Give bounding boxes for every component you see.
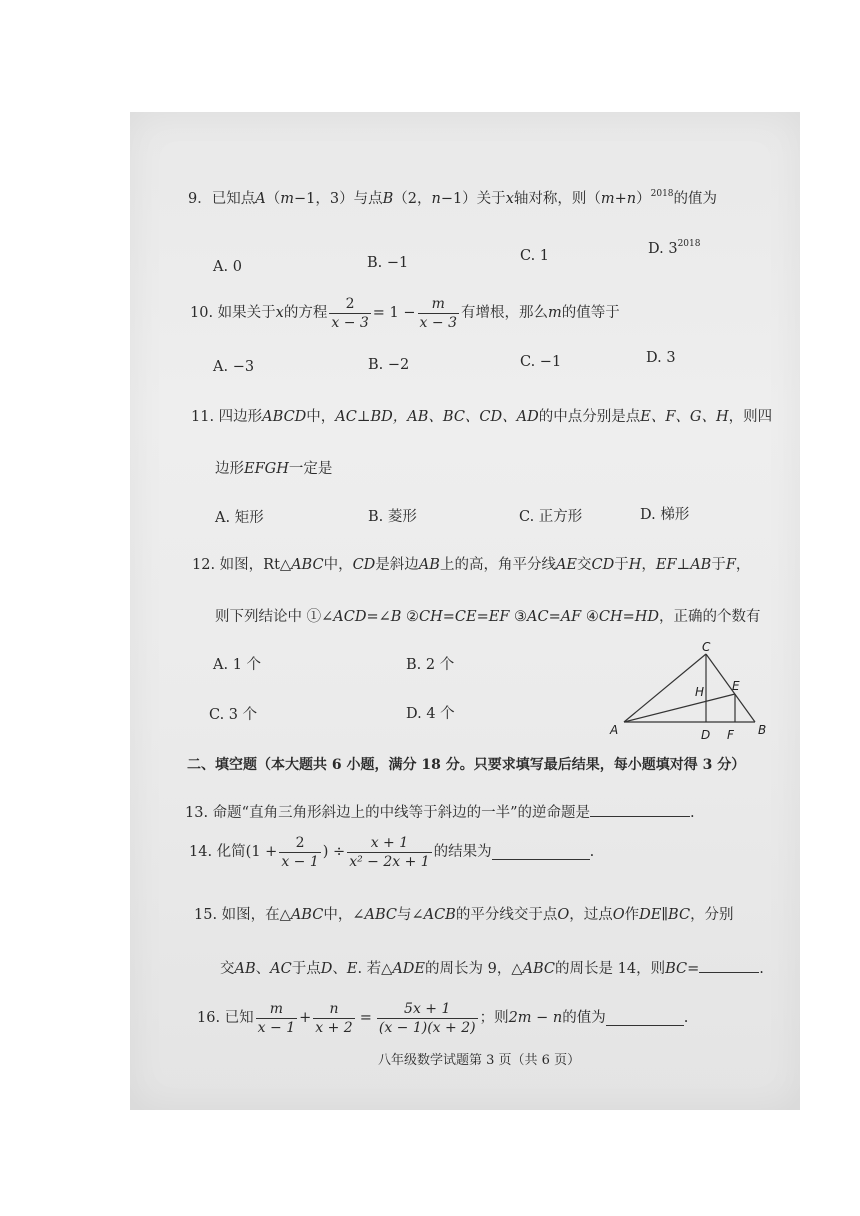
q10-text: 有增根，那么 [460,305,548,322]
q11-option-d: D. 梯形 [640,507,690,523]
q16-fraction-1 [256,1002,297,1035]
q15-text: ，过点 [569,907,613,923]
q11-points: E、F、G、H [640,409,729,425]
q12-text: ，正确的个数有 [659,609,761,625]
q10-option-d: D. 3 [646,350,676,366]
q12-text: 交 [577,557,592,573]
q12-text: 中， [323,557,353,573]
q15-e: E [346,961,358,977]
question-14 [189,836,594,869]
q14-f1-den: x − 1 [281,854,319,870]
q12-cd: CD [352,557,376,573]
q11-option-a: A. 矩形 [215,510,264,526]
question-11-line-2 [215,462,332,477]
q9-text: （ [265,191,281,207]
q12-h: H [628,557,642,573]
q12-text: ， [735,557,751,573]
q12-text: 于 [711,557,726,573]
q11-segments: AC⊥BD，AB、BC、CD、AD [335,409,539,425]
q15-text: ，分别 [690,907,734,923]
q15-text: 中， [323,907,353,923]
q16-f2-num: n [329,1001,339,1017]
q15-abc: ABC [290,907,324,923]
q15-end: . [759,961,764,977]
q9-option-d-base: D. 3 [648,241,678,257]
triangle-figure [600,638,780,743]
q16-answer-blank[interactable] [606,1011,684,1026]
question-15-line-1 [194,908,734,923]
q14-open: (1 + [245,844,278,861]
q10-var-x: x [275,305,284,322]
q14-f2-den: x² − 2x + 1 [349,854,430,870]
q15-angle-abc: ∠ABC [352,907,397,923]
question-16 [197,1002,688,1035]
q9-text: 轴对称，则（ [513,191,601,207]
q15-text: 、 [332,961,347,977]
q16-plus: + [299,1010,312,1027]
q15-abc: ABC [522,961,556,977]
q15-text: 的周长为 9，△ [425,961,523,977]
q15-de-parallel-bc: DE∥BC [639,907,691,923]
q9-text: ） [636,191,651,207]
q10-text: 的方程 [283,305,328,322]
q16-equals: = [359,1010,372,1027]
q9-text: （2， [393,191,432,207]
q15-text: 的平分线交于点 [455,907,558,923]
q9-var-n: n [431,191,441,207]
q16-text: ；则 [479,1010,509,1027]
q9-text: −1）关于 [440,191,506,207]
q11-text: 边形 [215,461,244,477]
label-e: E [732,679,740,693]
q10-option-c: C. −1 [520,354,562,370]
q15-text: 作 [624,907,640,923]
q14-f2-num: x + 1 [370,835,409,851]
q11-text: 的中点分别是点 [538,409,641,425]
q10-f1-den: x − 3 [331,315,369,331]
q16-fraction-2 [313,1002,354,1035]
q15-bc: BC [665,961,688,977]
q12-option-d: D. 4 个 [406,706,455,722]
q11-text: 一定是 [288,461,333,477]
q12-text: 则下列结论中 ① [215,609,322,625]
q11-abcd: ABCD [262,409,307,425]
q14-text: 的结果为 [433,844,492,861]
q11-text: ，则四 [728,409,773,425]
q10-f1-num: 2 [345,296,355,312]
q15-answer-blank[interactable] [699,972,759,973]
q14-f1-num: 2 [295,835,305,851]
q12-text: ， [641,557,656,573]
q11-option-b: B. 菱形 [368,509,417,525]
q9-sum: m+n [600,191,637,207]
label-a: A [610,723,619,737]
q11-text: 11. 四边形 [191,409,263,425]
q14-fraction-1 [279,836,320,869]
q11-efgh: EFGH [244,461,289,477]
label-f: F [727,728,734,742]
q12-text: 于 [614,557,629,573]
q9-text: 9．已知点 [188,191,256,207]
q10-f2-den: x − 3 [419,315,457,331]
q14-close: ) ÷ [322,844,346,861]
q10-fraction-1 [329,297,370,330]
q15-o: O [557,907,570,923]
question-12-line-2 [215,610,761,625]
q10-equals: = 1 − [372,305,416,322]
q9-option-c: C. 1 [520,248,550,264]
question-13 [185,806,695,821]
q12-claim-2: CH=CE=EF [419,609,510,625]
label-c: C [702,640,711,654]
q16-f2-den: x + 2 [315,1020,353,1036]
q16-f3-den: (x − 1)(x + 2) [378,1020,476,1036]
q12-text: 12. 如图，Rt△ [192,557,292,573]
q10-text: 的值等于 [561,305,620,322]
q9-exponent: 2018 [650,189,674,199]
q12-text: 上的高，角平分线 [439,557,556,573]
q15-text: 于点 [291,961,321,977]
q14-text: 14. 化简 [189,844,246,861]
q16-f1-den: x − 1 [257,1020,296,1036]
q16-text: 的值为 [562,1010,606,1027]
q16-expression: 2m − n [508,1010,563,1027]
q9-option-d-exp: 2018 [677,239,701,249]
q9-option-b: B. −1 [367,255,409,271]
q9-point-a: A [255,191,266,207]
q12-text: ④ [581,609,599,625]
q16-f1-num: m [269,1001,284,1017]
q10-text: 10. 如果关于 [190,305,276,322]
q9-option-d [648,240,700,257]
q12-claim-1: ∠ACD=∠B [321,609,402,625]
q15-ac: AC [270,961,292,977]
q9-text: 的值为 [673,191,718,207]
q12-option-b: B. 2 个 [406,657,455,673]
q16-text: 16. 已知 [197,1010,254,1027]
q10-fraction-2 [418,297,459,330]
q11-option-c: C. 正方形 [519,509,583,525]
question-12-line-1 [192,558,750,573]
q9-point-b: B [382,191,394,207]
q12-f: F [725,557,736,573]
q15-ade: ADE [392,961,426,977]
q14-end: . [589,844,595,861]
q9-var-x: x [505,191,514,207]
q15-o: O [612,907,625,923]
q10-option-a: A. −3 [213,359,255,375]
section-2-heading: 二、填空题（本大题共 6 小题，满分 18 分。只要求填写最后结果，每小题填对得 3 分） [187,757,746,773]
q16-f3-num: 5x + 1 [404,1001,451,1017]
page-footer: 八年级数学试题第 3 页（共 6 页） [378,1053,581,1068]
q12-ab: AB [418,557,440,573]
q14-answer-blank[interactable] [492,845,590,860]
q13-answer-blank[interactable] [590,816,690,817]
q9-var-m: m [280,191,294,207]
q10-option-b: B. −2 [368,357,410,373]
q10-f2-num: m [431,296,445,312]
label-d: D [701,728,711,742]
question-15-line-2 [220,962,764,977]
question-9 [188,190,717,207]
segment-bc [706,654,755,722]
q12-text: ③ [509,609,527,625]
question-11-line-1 [191,410,772,425]
q12-text: 是斜边 [375,557,419,573]
q15-text: 的周长是 14，则 [555,961,666,977]
q12-claim-4: CH=HD [598,609,660,625]
q12-cd: CD [591,557,615,573]
q16-end: . [683,1010,689,1027]
q15-text: 与 [396,907,412,923]
q15-ab: AB [234,961,256,977]
q16-fraction-3 [377,1002,478,1035]
q15-text: 交 [220,961,235,977]
q15-angle-acb: ∠ACB [411,907,456,923]
question-10 [190,297,620,330]
q12-ae: AE [555,557,578,573]
q13-end: . [690,805,695,821]
q12-text: ② [401,609,420,625]
q12-claim-3: AC=AF [527,609,582,625]
q12-option-a: A. 1 个 [213,657,262,673]
q12-ef-perp-ab: EF⊥AB [655,557,712,573]
q15-equals: = [687,961,700,977]
q12-option-c: C. 3 个 [209,707,258,723]
q15-text: 、 [255,961,271,977]
q15-d: D [320,961,333,977]
q15-text: . 若△ [357,961,393,977]
q9-text: −1，3）与点 [293,191,383,207]
q11-text: 中， [306,409,336,425]
q9-option-a: A. 0 [213,259,242,275]
q14-fraction-2 [347,836,431,869]
q12-abc: ABC [291,557,324,573]
q15-text: 15. 如图，在△ [194,907,291,923]
q10-var-m: m [547,305,562,322]
label-h: H [695,685,705,699]
q13-text: 13. 命题“直角三角形斜边上的中线等于斜边的一半”的逆命题是 [185,805,590,821]
label-b: B [758,723,767,737]
